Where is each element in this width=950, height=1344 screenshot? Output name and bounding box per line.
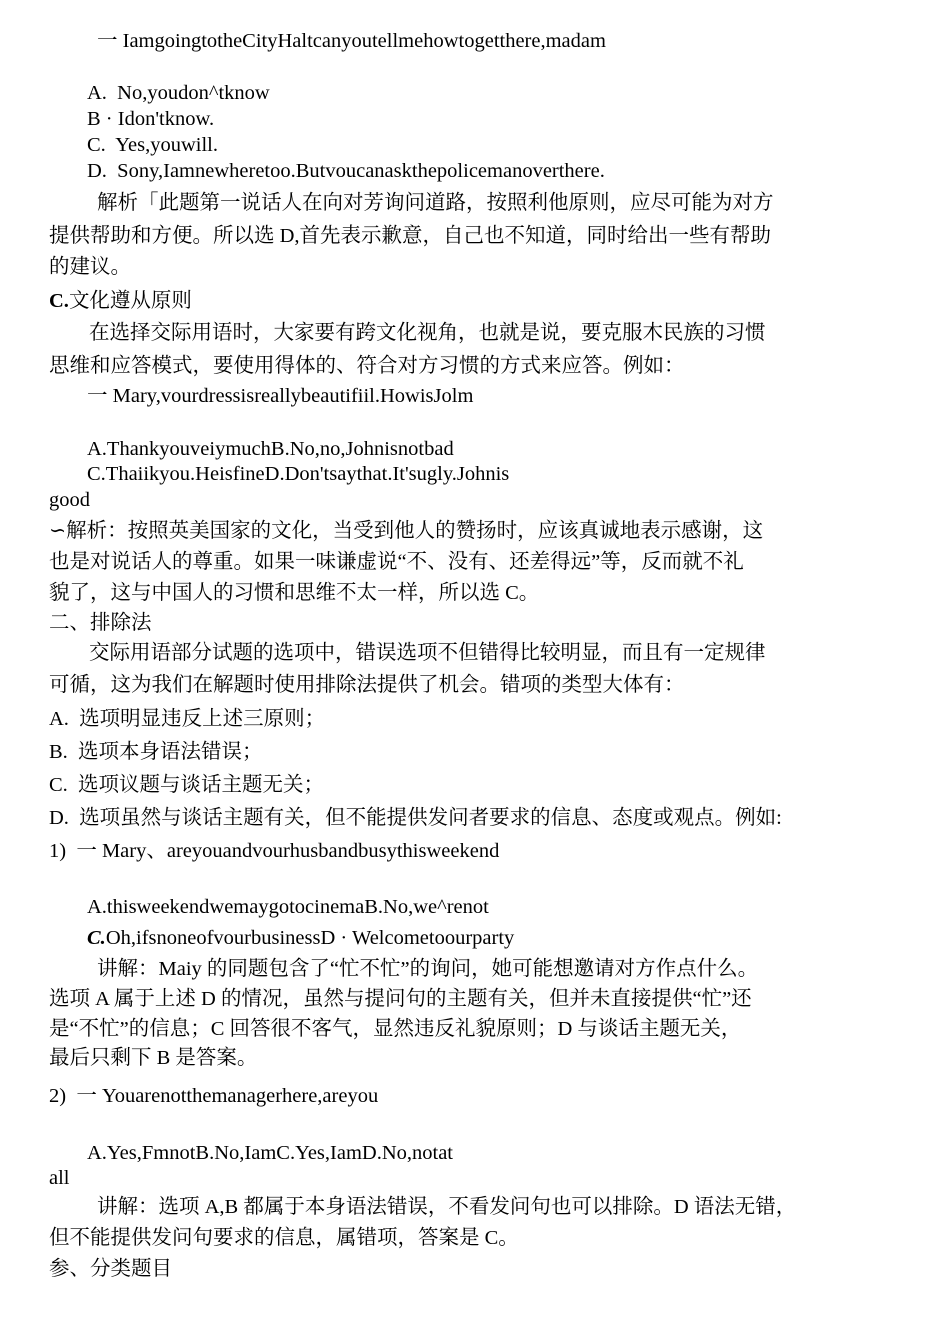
section-label: C. [49,290,69,312]
explanation-line: 但不能提供发问句要求的信息，属错项，答案是 C。 [49,1227,519,1249]
options-line: A.ThankyouveiymuchB.No,no,Johnisnotbad [87,438,454,460]
explanation-line: 最后只剩下 B 是答案。 [49,1047,258,1069]
options-continuation: good [49,489,90,511]
example-question: 2) 一 Youarenotthemanagerhere,areyou [49,1085,379,1107]
explanation-line: 解析「此题第一说话人在向对芳询问道路，按照利他原则，应尽可能为对方 [97,192,774,214]
type-b: B. 选项本身语法错误； [49,741,263,763]
explanation-line: ∽解析：按照英美国家的文化，当受到他人的赞扬时，应该真诚地表示感谢，这 [49,520,764,542]
explanation-line: 选项 A 属于上述 D 的情况，虽然与提问句的主题有关，但并未直接提供“忙”还 [49,988,752,1010]
options-line [87,928,514,949]
example-question: 1) 一 Mary、areyouandvourhusbandbusythisweekend [49,840,500,862]
option-c-label: C. [87,927,106,949]
options-text: Oh,ifsnoneofvourbusinessD · Welcometoourparty [105,927,515,949]
explanation-line: 讲解：选项 A,B 都属于本身语法错误，不看发问句也可以排除。D 语法无错， [97,1196,797,1218]
section-heading-c [49,291,192,312]
option-c: C. Yes,youwill. [87,134,219,156]
question-line: 一 Mary,vourdressisreallybeautifiil.HowisJolm [87,385,474,407]
section-heading-2: 二、排除法 [49,612,152,634]
section-heading-3: 参、分类题目 [49,1258,172,1280]
section-title: 文化遵从原则 [68,290,192,312]
paragraph-line: 交际用语部分试题的选项中，错误选项不但错得比较明显，而且有一定规律 [89,642,766,664]
explanation-line: 的建议。 [49,256,131,278]
type-c: C. 选项议题与谈话主题无关； [49,774,325,796]
type-d: D. 选项虽然与谈话主题有关，但不能提供发问者要求的信息、态度或观点。例如: [49,807,782,829]
options-line: A.thisweekendwemaygotocinemaB.No,we^renot [87,896,489,918]
options-line: C.Thaiikyou.HeisfineD.Don'tsaythat.It'sugly.Johnis [87,463,510,485]
explanation-line: 讲解：Maiy 的同题包含了“忙不忙”的询问，她可能想邀请对方作点什么。 [97,958,759,980]
paragraph-line: 在选择交际用语时，大家要有跨文化视角，也就是说，要克服木民族的习惯 [89,322,766,344]
options-line: A.Yes,FmnotB.No,IamC.Yes,IamD.No,notat [87,1142,453,1164]
explanation-line: 貌了，这与中国人的习惯和思维不太一样，所以选 C。 [49,582,540,604]
type-a: A. 选项明显违反上述三原则； [49,708,326,730]
options-continuation: all [49,1167,70,1189]
option-d: D. Sony,Iamnewheretoo.Butvoucanaskthepolicemanoverthere. [87,160,605,182]
option-b: B · Idon'tknow. [87,108,215,130]
option-a: A. No,youdon^tknow [87,82,270,104]
explanation-line: 提供帮助和方便。所以选 D,首先表示歉意，自己也不知道，同时给出一些有帮助 [49,225,772,247]
question-line: 一 IamgoingtotheCityHaltcanyoutellmehowtogetthere,madam [97,30,606,52]
paragraph-line: 可循，这为我们在解题时使用排除法提供了机会。错项的类型大体有： [49,674,685,696]
explanation-line: 也是对说话人的尊重。如果一味谦虚说“不、没有、还差得远”等，反而就不礼 [49,551,744,573]
explanation-line: 是“不忙”的信息；C 回答很不客气，显然违反礼貌原则；D 与谈话主题无关， [49,1018,742,1040]
paragraph-line: 思维和应答模式，要使用得体的、符合对方习惯的方式来应答。例如： [49,355,685,377]
